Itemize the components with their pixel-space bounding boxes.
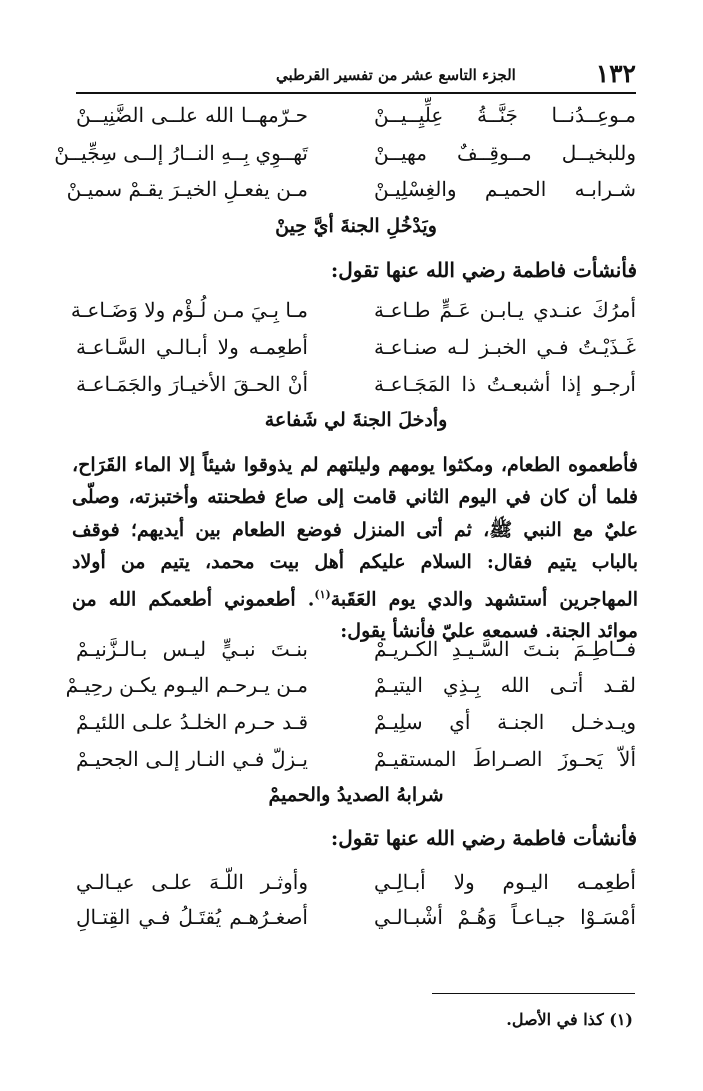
verse-second-hemistich: تَهــوِي بِــهِ النــارُ إلــى سِجِّيــنْ xyxy=(54,141,308,165)
verse-first-hemistich: أطعِمـه اليـوم ولا أبـالِـي xyxy=(374,870,636,894)
prose-text-continued: . أطعموني أطعمكم الله من موائد الجنة. فسمعه عليّ فأنشأ يقول: xyxy=(72,587,638,643)
poem4-verse xyxy=(76,905,636,937)
verse-second-hemistich: مـن يفعـلِ الخيـرَ يقـمْ سميـنْ xyxy=(66,177,308,201)
verse-second-hemistich: أنْ الحـقَ الأخيـارَ والجَمَـاعـة xyxy=(76,372,308,396)
verse-first-hemistich: مـوعِــدُنــا جَنَّــةُ عِلِّيِــيــنْ xyxy=(374,103,636,127)
verse-first-hemistich: فــاطِـمَ بنـتَ السَّـيـدِ الكـريـمْ xyxy=(374,637,636,661)
poem4-verse xyxy=(76,870,636,902)
verse-second-hemistich: مـن يـرحـم اليـوم يكـن رحِيـمْ xyxy=(65,673,308,697)
verse-first-hemistich: ويـدخـل الجنـة أي سلِيـمْ xyxy=(374,710,636,734)
verse-first-hemistich: شـرابـه الحميـم والغِسْلِيـنْ xyxy=(374,177,636,201)
verse-first-hemistich: غَـذَيْـتُ فـي الخبـز لـه صنـاعـة xyxy=(374,335,636,359)
poem3-verse xyxy=(76,747,636,779)
verse-second-hemistich: حـرّمهــا الله علــى الضَّنِيــنْ xyxy=(76,103,308,127)
page-number: ١٣٢ xyxy=(595,59,636,88)
verse-first-hemistich: أرجـو إذا أشبعـتُ ذا المَجَـاعـة xyxy=(374,372,636,396)
running-title: الجزء التاسع عشر من تفسير القرطبي xyxy=(276,66,516,84)
poem2-closing-line: وأدخلَ الجنةَ لي شَفاعة xyxy=(264,409,448,431)
header-divider xyxy=(76,92,636,94)
verse-first-hemistich: لقـد أتـى الله بِـذِي اليتيـمْ xyxy=(374,673,636,697)
poem1-closing-line: ويَدْخُلِ الجنةَ أيَّ حِينْ xyxy=(275,215,437,237)
prose-paragraph xyxy=(72,449,638,648)
intro-line-fatima-1: فأنشأت فاطمة رضي الله عنها تقول: xyxy=(330,258,637,282)
verse-second-hemistich: قـد حـرم الخلـدُ علـى اللئيـمْ xyxy=(76,710,308,734)
verse-second-hemistich: وأوثـر اللّـهَ علـى عيـالـي xyxy=(76,870,308,894)
poem1-verse xyxy=(66,177,636,209)
poem3-verse xyxy=(76,710,636,742)
verse-first-hemistich: أمْسَـوْا جيـاعـاً وَهُـمْ أشْبـالـي xyxy=(374,905,636,929)
verse-second-hemistich: يـزلّ فـي النـار إلـى الجحيـمْ xyxy=(76,747,308,771)
prose-text: فأطعموه الطعام، ومكثوا يومهم وليلتهم لم يذوقوا شيئاً إلا الماء القَرَاح، فلما أن كان في اليوم الثاني قامت إلى صاع فطحنته وأختبزته، وصلّى عليٌ مع النبي ﷺ، ثم أتى المنزل فوضع الطعام بين أيديهم؛ فوقف بالباب يتيم فقال: السلام عليكم أهل بيت محمد، يتيم من أولاد المهاجرين أستشهد والدي يوم العَقَبة xyxy=(72,454,638,610)
poem2-verse xyxy=(70,298,636,330)
poem3-verse xyxy=(65,673,636,705)
verse-second-hemistich: مـا بِـيَ مـن لُـؤْم ولا وَضَـاعـة xyxy=(70,298,308,322)
poem3-verse xyxy=(76,637,636,669)
poem2-verse xyxy=(76,335,636,367)
poem1-verse xyxy=(54,141,636,173)
footnote: (١) كذا في الأصل. xyxy=(506,1010,633,1029)
poem3-closing-line: شرابهُ الصديدُ والحميمْ xyxy=(268,784,444,806)
verse-first-hemistich: ألاّ يَحـوزَ الصـراطَ المستقيـمْ xyxy=(374,747,636,771)
verse-first-hemistich: وللبخيــل مــوقِــفٌ مهيــنْ xyxy=(374,141,636,165)
verse-second-hemistich: بنـتَ نبـيٍّ ليـس بـالـزَّنيـمْ xyxy=(76,637,308,661)
poem1-verse xyxy=(76,103,636,135)
poem2-verse xyxy=(76,372,636,404)
intro-line-fatima-2: فأنشأت فاطمة رضي الله عنها تقول: xyxy=(330,826,637,850)
footnote-reference: (١) xyxy=(314,587,331,601)
verse-second-hemistich: أطعِمـه ولا أبـالـي السَّـاعـة xyxy=(76,335,308,359)
verse-first-hemistich: أمرُكَ عنـدي يـابـن عَـمٍّ طـاعـة xyxy=(374,298,636,322)
page-header xyxy=(76,50,636,90)
footnote-divider xyxy=(432,993,635,994)
verse-second-hemistich: أصغـرُهـم يُقتَـلُ فـي القِتـالِ xyxy=(76,905,308,929)
